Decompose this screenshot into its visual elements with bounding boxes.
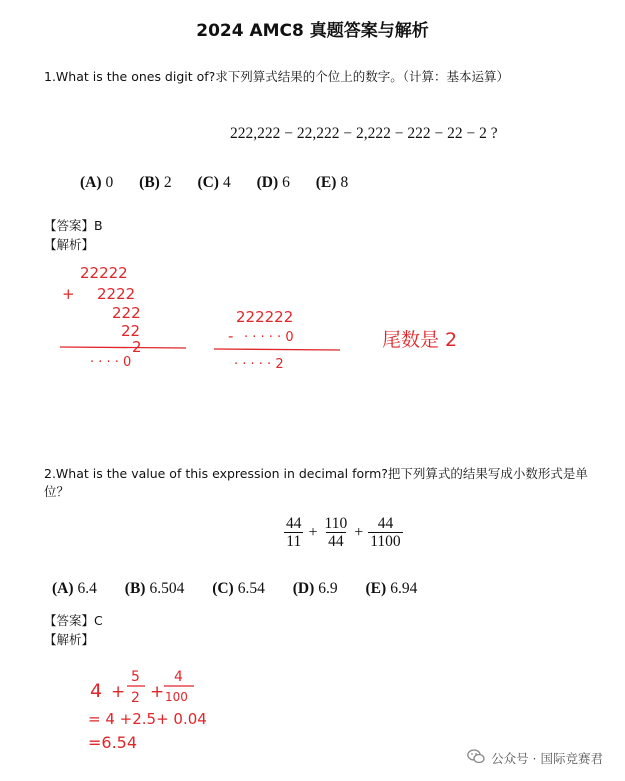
watermark	[467, 749, 603, 767]
hw-add-row-3: 222	[112, 304, 141, 322]
page-title: 2024 AMC8 真题答案与解析	[196, 21, 429, 41]
hw-q2-frac2-den: 100	[165, 690, 188, 704]
hw-q2-lead: 4	[90, 680, 103, 702]
hw-sub-result: · · · · · 2	[234, 357, 284, 372]
hw-plus-sign: +	[62, 285, 75, 303]
hw-q2-plus-2: +	[150, 682, 165, 702]
choice-d: (D) 6.9	[292, 580, 338, 597]
choice-e: (E) 6.94	[365, 580, 418, 597]
hw-add-result: · · · · 0	[90, 355, 132, 370]
hw-q2-plus-1: +	[111, 682, 126, 702]
choice-c: (C) 6.54	[212, 580, 265, 597]
hw-note: 尾数是 2	[382, 329, 458, 351]
question-1-answer: 【答案】B	[44, 218, 103, 233]
hw-sub-minus: -	[228, 327, 234, 345]
hw-add-row-2: 2222	[97, 285, 136, 303]
choice-d: (D) 6	[256, 174, 290, 191]
hw-add-row-4: 22	[121, 322, 141, 340]
choice-b: (B) 6.504	[124, 580, 185, 597]
choice-b: (B) 2	[139, 174, 172, 191]
question-2-analysis-label: 【解析】	[44, 632, 95, 647]
hw-sub-top: 222222	[236, 308, 294, 326]
hw-q2-frac1-num: 5	[131, 669, 140, 685]
hw-q2-frac1-den: 2	[131, 690, 140, 706]
fraction-2: $\frac{110}{44}$	[324, 515, 348, 550]
hw-add-row-1: 22222	[80, 264, 128, 282]
wechat-icon	[467, 749, 485, 767]
plus-sign: +	[308, 523, 318, 541]
choice-c: (C) 4	[197, 174, 231, 191]
question-2-text: 2.What is the value of this expression in decimal form?把下列算式的结果写成小数形式是单 位？	[44, 466, 588, 499]
choice-a: (A) 6.4	[52, 580, 97, 597]
choice-e: (E) 8	[315, 174, 349, 191]
hw-q2-line3: =6.54	[88, 733, 138, 752]
question-2-answer: 【答案】C	[44, 613, 103, 628]
question-1-expression: 222,222 − 22,222 − 2,222 − 222 − 22 − 2 ?	[230, 125, 498, 142]
hw-sub-row: · · · · · 0	[244, 330, 294, 345]
question-1-analysis-label: 【解析】	[44, 237, 95, 252]
fraction-1: $\frac{44}{11}$	[286, 515, 302, 550]
plus-sign: +	[354, 523, 364, 541]
fraction-3: $\frac{44}{1100}$	[370, 515, 401, 550]
hw-q2-frac2-num: 4	[174, 669, 183, 685]
choice-a: (A) 0	[80, 174, 114, 191]
watermark-text: 公众号 · 国际竞赛君	[491, 751, 603, 766]
question-1-text: 1.What is the ones digit of?求下列算式结果的个位上的数字。（计算：基本运算）	[44, 69, 510, 84]
hw-q2-line2: = 4 +2.5+ 0.04	[88, 710, 207, 728]
